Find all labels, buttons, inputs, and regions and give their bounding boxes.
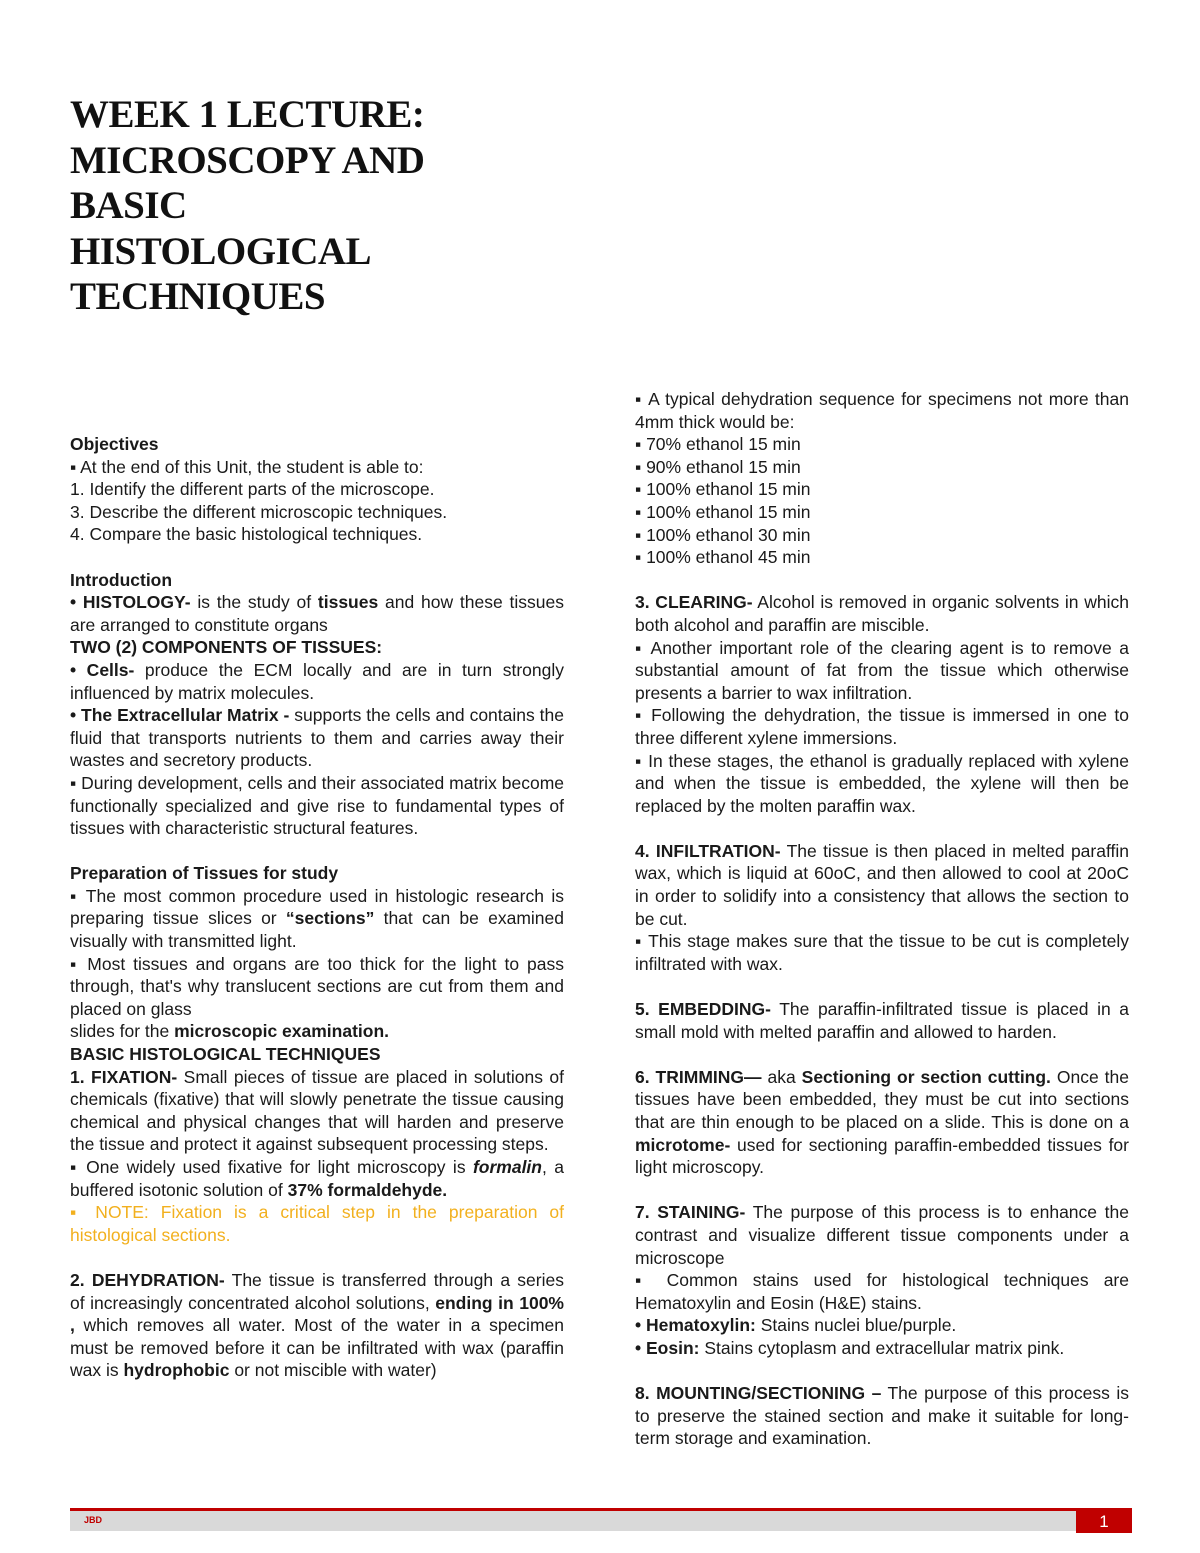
- preparation-paragraph: ▪ Most tissues and organs are too thick for the light to pass through, that's why translucent sections are cut from them and placed on glass: [70, 953, 564, 1019]
- clearing-paragraph: ▪ Another important role of the clearing agent is to remove a substantial amount of fat from the tissue which otherwise presents a barrier to wax infiltration.: [635, 637, 1129, 703]
- mounting-paragraph: 8. MOUNTING/SECTIONING – The purpose of this process is to preserve the stained section and make it suitable for long-term storage and examination.: [635, 1383, 1129, 1449]
- footer-code: JBD: [84, 1515, 103, 1525]
- embedding-paragraph: 5. EMBEDDING- The paraffin-infiltrated tissue is placed in a small mold with melted paraffin and allowed to harden.: [635, 999, 1129, 1042]
- infiltration-paragraph: 4. INFILTRATION- The tissue is then placed in melted paraffin wax, which is liquid at 60oC, and then allowed to cool at 20oC in order to solidify into a consistency that allows the section to be cut.: [635, 840, 1130, 929]
- page-title: [70, 92, 590, 320]
- preparation-heading: Preparation of Tissues for study: [70, 863, 339, 884]
- footer-bar: [70, 1511, 1076, 1531]
- objectives-item: 1. Identify the different parts of the microscope.: [70, 479, 435, 500]
- histology-definition: • HISTOLOGY- is the study of tissues and how these tissues are arranged to constitute organs: [70, 592, 564, 635]
- objectives-item: 4. Compare the basic histological techniques.: [70, 524, 423, 545]
- development-paragraph: ▪ During development, cells and their associated matrix become functionally specialized and give rise to fundamental types of tissues with characteristic structural features.: [70, 772, 564, 839]
- clearing-paragraph: ▪ Following the dehydration, the tissue is immersed in one to three different xylene immersions.: [635, 705, 1129, 748]
- title-line: BASIC: [70, 184, 187, 227]
- dehydration-step: ▪ 100% ethanol 15 min: [635, 479, 811, 500]
- techniques-heading: BASIC HISTOLOGICAL TECHNIQUES: [70, 1044, 381, 1065]
- trimming-paragraph: 6. TRIMMING— aka Sectioning or section cutting. Once the tissues have been embedded, they must be cut into sections that are thin enough to be placed on a slide. This is done on a microtome- used for sectioning paraffin-embedded tissues for light microscopy.: [635, 1066, 1129, 1178]
- objectives-item: 3. Describe the different microscopic techniques.: [70, 501, 448, 522]
- dehydration-sequence-intro: ▪ A typical dehydration sequence for specimens not more than 4mm thick would be:: [635, 389, 1129, 432]
- objectives-heading: Objectives: [70, 434, 159, 454]
- hematoxylin-item: • Hematoxylin: Stains nuclei blue/purple.: [635, 1315, 957, 1336]
- ecm-definition: • The Extracellular Matrix - supports the cells and contains the fluid that transports nutrients to them and carries away their wastes and secretory products.: [70, 705, 564, 771]
- title-line: MICROSCOPY AND: [70, 138, 425, 182]
- clearing-paragraph: ▪ In these stages, the ethanol is gradually replaced with xylene and when the tissue is embedded, the xylene will then be replaced by the molten paraffin wax.: [635, 750, 1129, 816]
- title-line: WEEK 1 LECTURE:: [70, 93, 425, 136]
- eosin-item: • Eosin: Stains cytoplasm and extracellular matrix pink.: [635, 1337, 1065, 1358]
- title-line: HISTOLOGICAL: [70, 229, 372, 273]
- preparation-paragraph: slides for the microscopic examination.: [70, 1021, 390, 1042]
- dehydration-step: ▪ 90% ethanol 15 min: [635, 456, 801, 477]
- components-heading: TWO (2) COMPONENTS OF TISSUES:: [70, 637, 383, 658]
- objectives-item: ▪ At the end of this Unit, the student is able to:: [70, 456, 424, 477]
- fixative-paragraph: ▪ One widely used fixative for light microscopy is formalin, a buffered isotonic solution of 37% formaldehyde.: [70, 1157, 564, 1200]
- dehydration-step: ▪ 100% ethanol 15 min: [635, 501, 811, 522]
- introduction-heading: Introduction: [70, 569, 173, 590]
- dehydration-step: ▪ 100% ethanol 45 min: [635, 547, 811, 568]
- fixation-note: ▪ NOTE: Fixation is a critical step in the preparation of histological sections.: [70, 1202, 564, 1245]
- cells-definition: • Cells- produce the ECM locally and are in turn strongly influenced by matrix molecules.: [70, 659, 564, 703]
- clearing-paragraph: 3. CLEARING- Alcohol is removed in organic solvents in which both alcohol and paraffin are miscible.: [635, 592, 1129, 635]
- left-column: [70, 433, 564, 1382]
- fixation-paragraph: 1. FIXATION- Small pieces of tissue are placed in solutions of chemicals (fixative) that will slowly penetrate the tissue causing chemical and physical changes that will harden and preserve the tissue and protect it against subsequent processing steps.: [70, 1066, 564, 1155]
- staining-paragraph: ▪ Common stains used for histological techniques are Hematoxylin and Eosin (H&E) stains.: [635, 1270, 1129, 1313]
- infiltration-paragraph: ▪ This stage makes sure that the tissue to be cut is completely infiltrated with wax.: [635, 931, 1129, 974]
- title-line: TECHNIQUES: [70, 275, 326, 318]
- preparation-paragraph: ▪ The most common procedure used in histologic research is preparing tissue slices or “sections” that can be examined visually with transmitted light.: [70, 885, 564, 952]
- staining-paragraph: 7. STAINING- The purpose of this process is to enhance the contrast and visualize different tissue components under a microscope: [635, 1202, 1129, 1268]
- page-number: 1: [1076, 1511, 1132, 1533]
- dehydration-paragraph: 2. DEHYDRATION- The tissue is transferred through a series of increasingly concentrated alcohol solutions, ending in 100% , which removes all water. Most of the water in a specimen must be removed before it can be infiltrated with wax (paraffin wax is hydrophobic or not miscible with water): [70, 1269, 564, 1381]
- dehydration-step: ▪ 70% ethanol 15 min: [635, 434, 801, 455]
- dehydration-step: ▪ 100% ethanol 30 min: [635, 524, 811, 545]
- right-column: [635, 388, 1129, 1450]
